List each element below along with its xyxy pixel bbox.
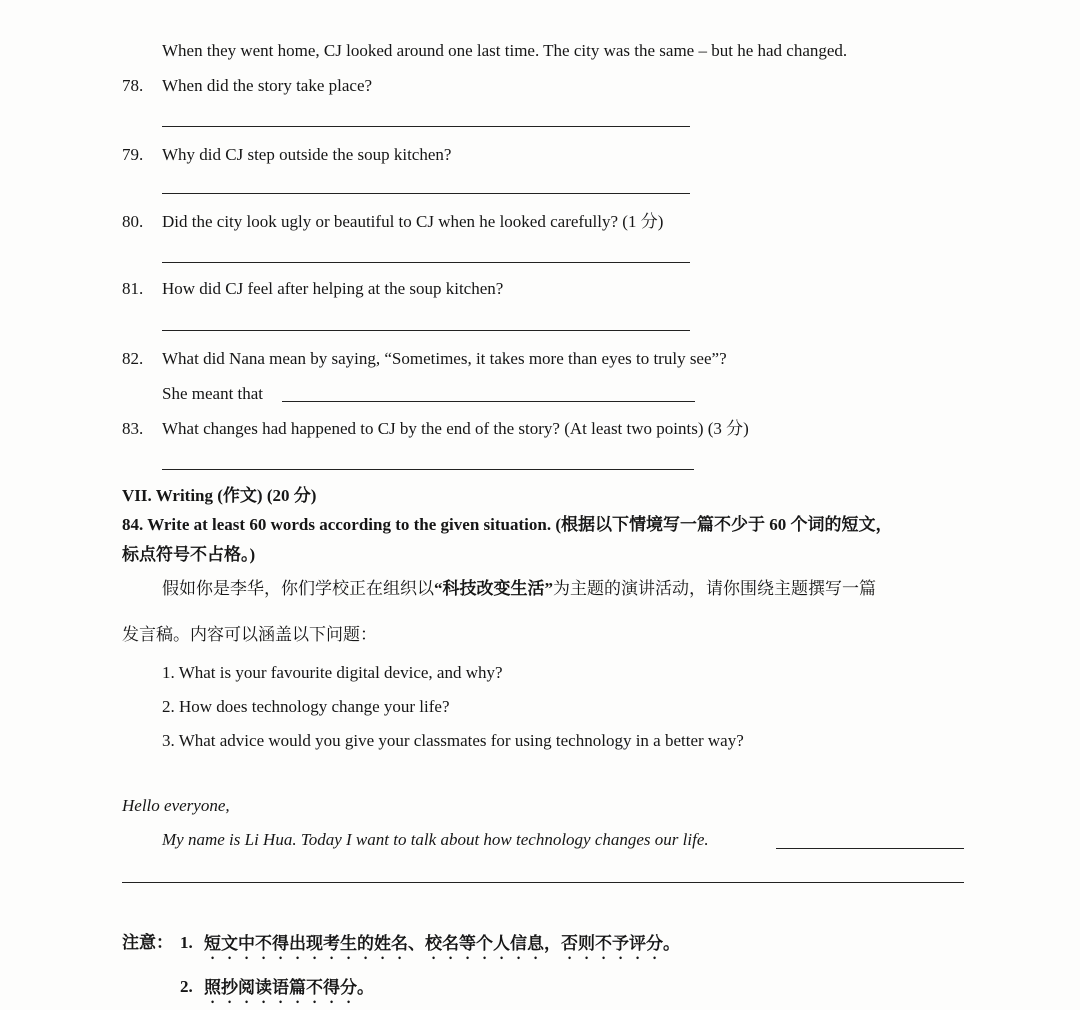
q84-instruction-line1: 84. Write at least 60 words according to the given situation. (根据以下情境写一篇不少于 60 个词的短文， [122, 515, 893, 534]
question-number-83: 83. [122, 419, 144, 438]
notes-item2: 照抄阅读语篇不得分。 [204, 978, 374, 997]
answer-line-81[interactable] [162, 330, 690, 331]
answer-line-83[interactable] [162, 469, 694, 470]
essay-greeting: Hello everyone, [122, 796, 230, 815]
q84-instruction-line2: 标点符号不占格。) [122, 545, 256, 564]
writing-section-title: VII. Writing (作文) (20 分) [122, 486, 317, 505]
question-80: Did the city look ugly or beautiful to CJ when he looked carefully? (1 分) [162, 212, 664, 231]
answer-line-78[interactable] [162, 126, 690, 127]
question-82: What did Nana mean by saying, “Sometimes, it takes more than eyes to truly see”? [162, 349, 727, 368]
situation-post: 为主题的演讲活动，请你围绕主题撰写一篇 [553, 579, 876, 598]
question-83: What changes had happened to CJ by the end of the story? (At least two points) (3 分) [162, 419, 749, 438]
question-number-78: 78. [122, 76, 144, 95]
question-78: When did the story take place? [162, 76, 373, 95]
notes-label: 注意： [122, 933, 173, 952]
notes-item2-number: 2. [180, 977, 193, 996]
writing-point-2: 2. How does technology change your life? [162, 697, 450, 716]
essay-line-1[interactable] [776, 848, 964, 849]
essay-opening: My name is Li Hua. Today I want to talk about how technology changes our life. [162, 830, 709, 849]
situation-pre: 假如你是李华，你们学校正在组织以 [162, 579, 434, 598]
situation-theme: “科技改变生活” [434, 579, 553, 598]
answer-line-79[interactable] [162, 193, 690, 194]
answer-line-82[interactable] [282, 401, 695, 402]
question-number-82: 82. [122, 349, 144, 368]
writing-point-3: 3. What advice would you give your classmates for using technology in a better way? [162, 731, 744, 750]
passage-ending: When they went home, CJ looked around one last time. The city was the same – but he had changed. [162, 41, 848, 60]
question-number-80: 80. [122, 212, 144, 231]
question-81: How did CJ feel after helping at the soup kitchen? [162, 279, 504, 298]
notes-item1: 短文中不得出现考生的姓名、校名等个人信息，否则不予评分。 [204, 934, 680, 953]
essay-line-2[interactable] [122, 882, 964, 883]
answer-line-80[interactable] [162, 262, 690, 263]
notes-item1-number: 1. [180, 933, 193, 952]
situation-line1 [162, 580, 876, 597]
question-number-81: 81. [122, 279, 144, 298]
question-79: Why did CJ step outside the soup kitchen? [162, 145, 452, 164]
writing-point-1: 1. What is your favourite digital device, and why? [162, 663, 503, 682]
question-number-79: 79. [122, 145, 144, 164]
situation-line2: 发言稿。内容可以涵盖以下问题： [122, 625, 377, 644]
q82-answer-prompt: She meant that [162, 384, 264, 403]
